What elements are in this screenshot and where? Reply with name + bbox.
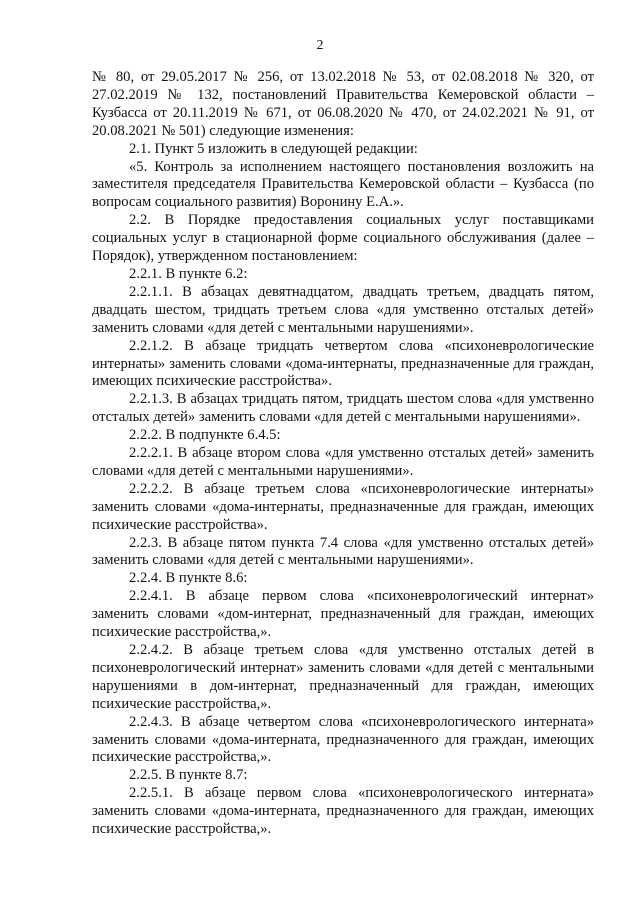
- paragraph-quoted-point-5: «5. Контроль за исполнением настоящего постановления возложить на заместителя председателя Правительства Кемеровской области – Кузбасса (по вопросам социального развития) Воронину Е.А.».: [92, 158, 594, 211]
- paragraph-2-2-4-2: 2.2.4.2. В абзаце третьем слова «для умственно отсталых детей в психоневрологический интернат» заменить словами «для детей с ментальными нарушениями в дом-интернат, предназначенный для граждан, имеющих психические расстройства,».: [92, 642, 594, 712]
- paragraph-2-2-4-1: 2.2.4.1. В абзаце первом слова «психоневрологический интернат» заменить словами «дом-интернат, предназначенный для граждан, имеющих психические расстройства,».: [92, 588, 594, 641]
- paragraph-2-2-1-2: 2.2.1.2. В абзаце тридцать четвертом слова «психоневрологические интернаты» заменить словами «дома-интернаты, предназначенные для граждан, имеющих психические расстройства».: [92, 337, 594, 390]
- paragraph-2-2-1-3: 2.2.1.3. В абзацах тридцать пятом, тридцать шестом слова «для умственно отсталых детей» заменить словами «для детей с ментальными нарушениями».: [92, 391, 594, 426]
- paragraph-2-2-4: 2.2.4. В пункте 8.6:: [129, 570, 248, 587]
- paragraph-2-2-5: 2.2.5. В пункте 8.7:: [129, 767, 248, 784]
- paragraph-2-2-2-1: 2.2.2.1. В абзаце втором слова «для умственно отсталых детей» заменить словами «для детей с ментальными нарушениями».: [92, 445, 594, 479]
- paragraph-continuation: № 80, от 29.05.2017 № 256, от 13.02.2018 № 53, от 02.08.2018 № 320, от 27.02.2019 № 132, постановлений Правительства Кемеровской области – Кузбасса от 20.11.2019 № 671, от 06.08.2020 № 470, от 24.02.2021 № 91, от 20.08.2021 № 501) следующие изменения:: [92, 69, 594, 139]
- document-body: [92, 69, 594, 839]
- paragraph-2-2-1-1: 2.2.1.1. В абзацах девятнадцатом, двадцать третьем, двадцать пятом, двадцать шестом, тридцать третьем слова «для умственно отсталых детей» заменить словами «для детей с ментальными нарушениями».: [92, 283, 594, 336]
- paragraph-2-2-2-2: 2.2.2.2. В абзаце третьем слова «психоневрологические интернаты» заменить словами «дома-интернаты, предназначенные для граждан, имеющих психические расстройства».: [92, 480, 594, 533]
- paragraph-2-2-3: 2.2.3. В абзаце пятом пункта 7.4 слова «для умственно отсталых детей» заменить словами «для детей с ментальными нарушениями».: [92, 534, 594, 569]
- paragraph-2-2-2: 2.2.2. В подпункте 6.4.5:: [129, 427, 281, 444]
- paragraph-2-2-5-1: 2.2.5.1. В абзаце первом слова «психоневрологического интерната» заменить словами «дома-интерната, предназначенного для граждан, имеющих психические расстройства,».: [92, 785, 594, 838]
- page-number: 2: [316, 38, 324, 53]
- paragraph-2-2-4-3: 2.2.4.3. В абзаце четвертом слова «психоневрологического интерната» заменить словами «дома-интерната, предназначенного для граждан, имеющих психические расстройства,».: [92, 713, 594, 766]
- paragraph-2-2-1: 2.2.1. В пункте 6.2:: [129, 265, 248, 282]
- paragraph-2-1: 2.1. Пункт 5 изложить в следующей редакции:: [129, 140, 418, 157]
- paragraph-2-2: 2.2. В Порядке предоставления социальных услуг поставщиками социальных услуг в стационарной форме социального обслуживания (далее – Порядок), утвержденном постановлением:: [92, 212, 594, 265]
